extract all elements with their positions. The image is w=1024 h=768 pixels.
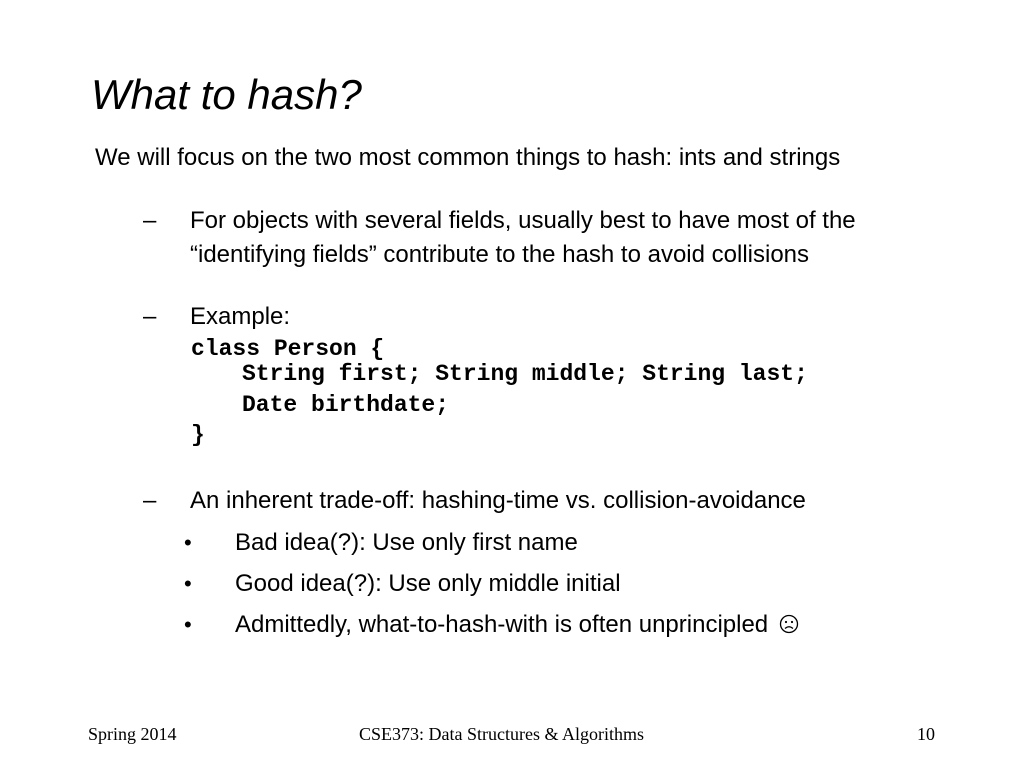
frown-face-icon [779,614,799,634]
bullet-marker: • [184,571,192,596]
code-line: class Person { [191,336,385,362]
bullet-marker: • [184,530,192,555]
footer-term: Spring 2014 [88,724,177,744]
dash-marker: – [143,303,157,330]
subpoint-bad-idea: Bad idea(?): Use only first name [235,529,578,556]
subpoint-unprincipled-text: Admittedly, what-to-hash-with is often unprincipled [235,611,769,638]
code-line: } [191,422,205,448]
subpoint-good-idea: Good idea(?): Use only middle initial [235,570,621,597]
bullet-marker: • [184,612,192,637]
lead-point: We will focus on the two most common things to hash: ints and strings [95,144,841,171]
subpoint-unprincipled [235,608,799,642]
point-objects-line-2: “identifying fields” contribute to the hash to avoid collisions [190,241,810,268]
code-line: String first; String middle; String last; [242,361,808,387]
slide-title: What to hash? [91,71,362,118]
point-objects-line-1: For objects with several fields, usually best to have most of the [190,207,856,234]
dash-marker: – [143,487,157,514]
footer-course: CSE373: Data Structures & Algorithms [359,724,644,744]
point-tradeoff: An inherent trade-off: hashing-time vs. collision-avoidance [190,487,806,514]
dash-marker: – [143,207,157,234]
footer-page-number: 10 [917,724,935,744]
code-line: Date birthdate; [242,392,450,418]
point-example-label: Example: [190,303,291,330]
